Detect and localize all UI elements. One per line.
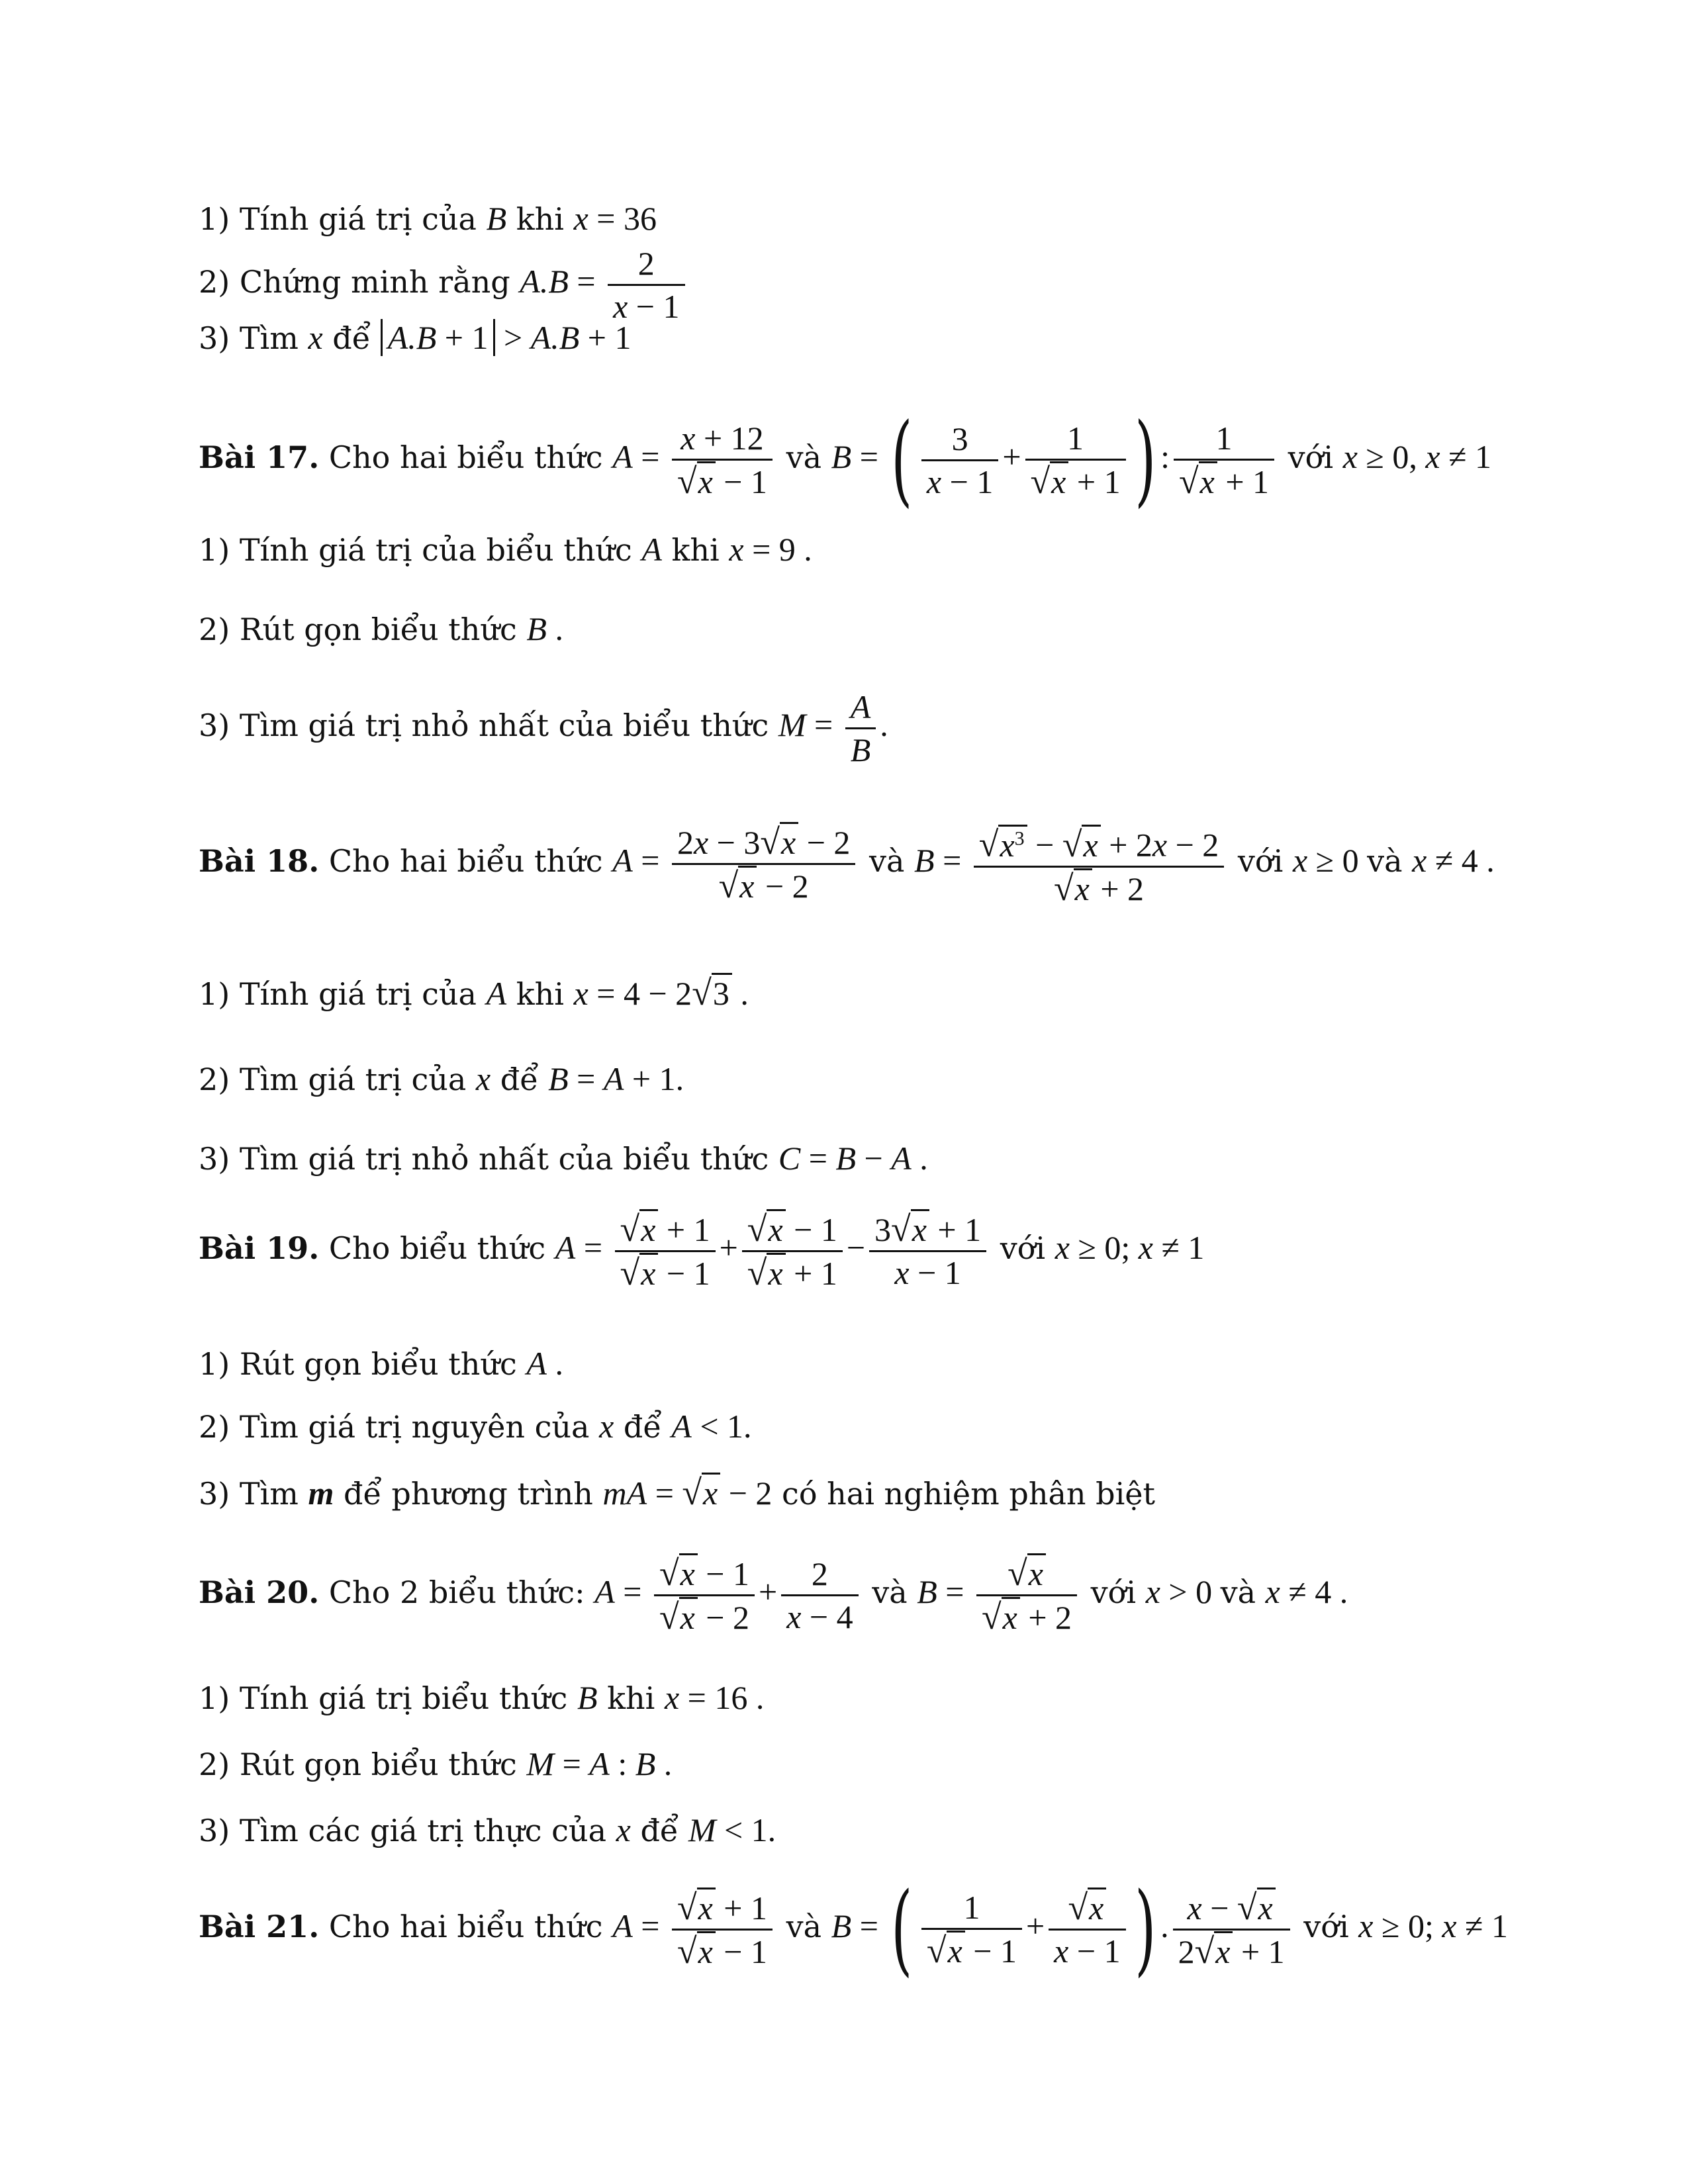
b19-q2: 2) Tìm giá trị nguyên của x để A < 1. bbox=[199, 1408, 752, 1445]
b20-statement: Bài 20. Cho 2 biểu thức: A = $\frac{√x - 1}{√x - 2}$ + $\frac{2}{x - 4}$ và B = $\frac{√x}{√x + 2}$ với x > 0 và x ≠ 4 . bbox=[199, 1553, 1348, 1637]
b20-q2: 2) Rút gọn biểu thức M = A : B . bbox=[199, 1745, 673, 1782]
b20-q3: 3) Tìm các giá trị thực của x để M < 1. bbox=[199, 1811, 776, 1848]
b18-statement: Bài 18. Cho hai biểu thức A = $\frac{2x - 3√x - 2}{√x - 2}$ và B = $\frac{√x^3 - √x + 2x - 2}{√x + 2}$ với x ≥ 0 và x ≠ 4 . bbox=[199, 821, 1495, 908]
b19-statement: Bài 19. Cho biểu thức A = $\frac{√x + 1}{√x - 1}$ + $\frac{√x - 1}{√x + 1}$ − $\frac{3√x + 1}{x - 1}$ với x ≥ 0; x ≠ 1 bbox=[199, 1208, 1205, 1293]
b21-statement: Bài 21. Cho hai biểu thức A = $\frac{√x + 1}{√x - 1}$ và B = ( $\frac{1}{√x - 1}$ + $\frac{√x}{x - 1}$ ) . $\frac{x - √x}{2√x + 1}$ với x ≥ 0; x ≠ 1 bbox=[199, 1872, 1508, 1987]
b19-q3: 3) Tìm m để phương trình mA = √x − 2 có hai nghiệm phân biệt bbox=[199, 1473, 1156, 1512]
b17-statement: Bài 17. Cho hai biểu thức A = $\frac{x + 12}{√x - 1}$ và B = ( $\frac{3}{x - 1}$ + $\frac{1}{√x + 1}$ ) : $\frac{1}{√x + 1}$ với x ≥ 0, x ≠ 1 bbox=[199, 402, 1492, 518]
b18-q3: 3) Tìm giá trị nhỏ nhất của biểu thức C = B − A . bbox=[199, 1140, 928, 1177]
line-1: 1) Tính giá trị của B khi x = 36 bbox=[199, 200, 657, 237]
b19-title: Bài 19. bbox=[199, 1230, 320, 1266]
b19-q1: 1) Rút gọn biểu thức A . bbox=[199, 1345, 563, 1382]
b17-q3: 3) Tìm giá trị nhỏ nhất của biểu thức M = $\frac{A}{B}$ . bbox=[199, 682, 888, 770]
b17-q1: 1) Tính giá trị của biểu thức A khi x = 9 . bbox=[199, 531, 812, 568]
b18-title: Bài 18. bbox=[199, 843, 320, 879]
b18-q2: 2) Tìm giá trị của x để B = A + 1. bbox=[199, 1060, 684, 1097]
b20-title: Bài 20. bbox=[199, 1574, 320, 1610]
b17-q2: 2) Rút gọn biểu thức B . bbox=[199, 610, 563, 647]
b17-title: Bài 17. bbox=[199, 439, 320, 475]
line-3: 3) Tìm x để A.B + 1 > A.B + 1 bbox=[199, 319, 632, 356]
line-2: 2) Chứng minh rằng A.B = $\frac{2}{x - 1}$ bbox=[199, 238, 689, 327]
b20-q1: 1) Tính giá trị biểu thức B khi x = 16 . bbox=[199, 1679, 765, 1716]
b18-q1: 1) Tính giá trị của A khi x = 4 − 2√3 . bbox=[199, 973, 749, 1013]
b21-title: Bài 21. bbox=[199, 1909, 320, 1944]
